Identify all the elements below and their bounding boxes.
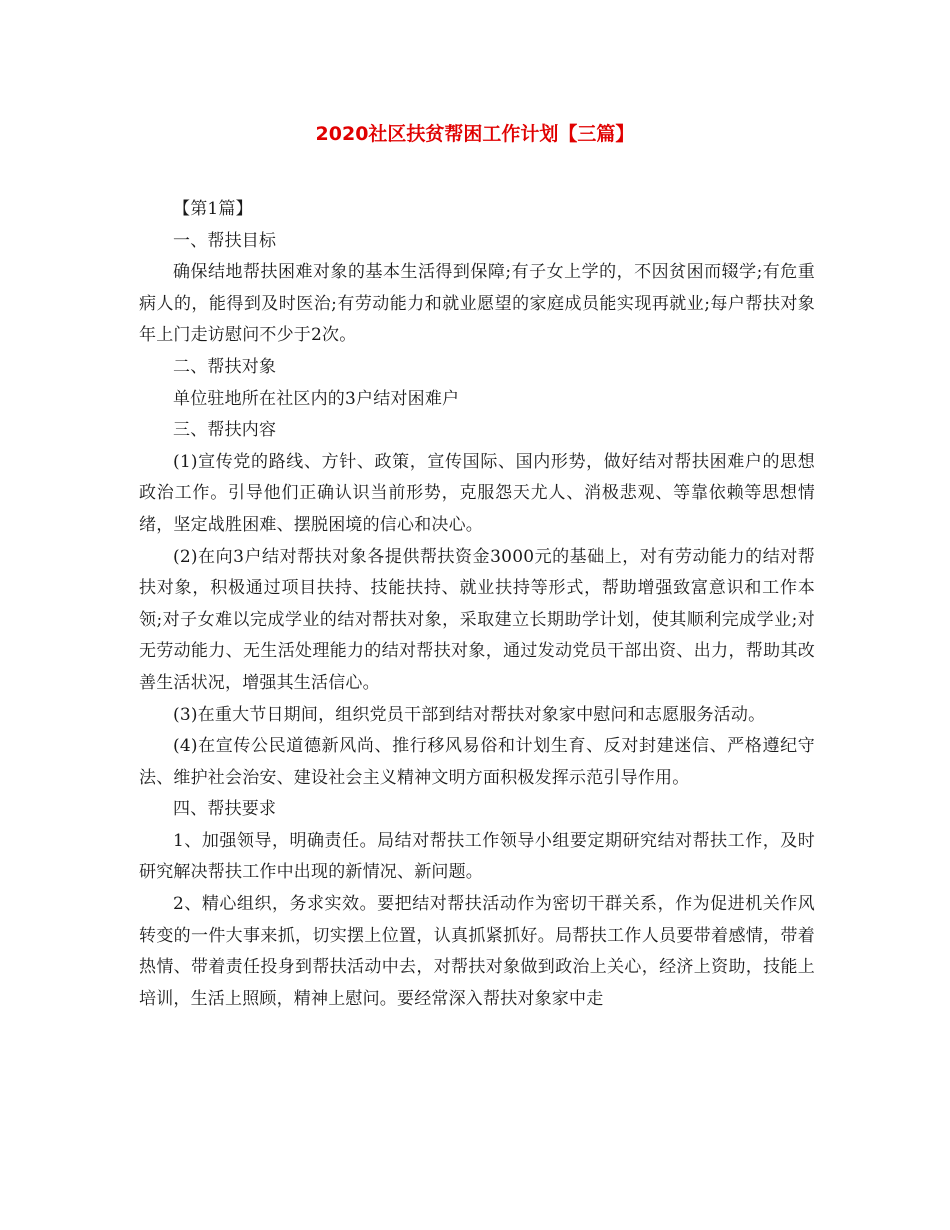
section-heading-content: 三、帮扶内容	[173, 420, 277, 441]
document-body	[139, 194, 815, 1015]
paragraph-part-heading: 【第1篇】	[173, 199, 253, 219]
paragraph-content-3: (3)在重大节日期间，组织党员干部到结对帮扶对象家中慰问和志愿服务活动。	[173, 704, 766, 725]
paragraph-content-4: (4)在宣传公民道德新风尚、推行移风易俗和计划生育、反对封建迷信、严格遵纪守法、维护社会治安、建设社会主义精神文明方面积极发挥示范引导作用。	[139, 736, 815, 788]
paragraph-goals: 确保结地帮扶困难对象的基本生活得到保障;有子女上学的，不因贫困而辍学;有危重病人的，能得到及时医治;有劳动能力和就业愿望的家庭成员能实现再就业;每户帮扶对象年上门走访慰问不少于2次。	[139, 262, 815, 346]
paragraph-requirement-2: 2、精心组织，务求实效。要把结对帮扶活动作为密切干群关系，作为促进机关作风转变的一件大事来抓，切实摆上位置，认真抓紧抓好。局帮扶工作人员要带着感情，带着热情、带着责任投身到帮扶活动中去，对帮扶对象做到政治上关心，经济上资助，技能上培训，生活上照顾，精神上慰问。要经常深入帮扶对象家中走	[139, 894, 815, 1009]
paragraph-targets: 单位驻地所在社区内的3户结对困难户	[173, 388, 460, 409]
section-heading-requirements: 四、帮扶要求	[173, 799, 277, 820]
paragraph-requirement-1: 1、加强领导，明确责任。局结对帮扶工作领导小组要定期研究结对帮扶工作，及时研究解决帮扶工作中出现的新情况、新问题。	[139, 830, 815, 883]
document-title: 2020社区扶贫帮困工作计划【三篇】	[315, 123, 635, 145]
paragraph-content-2: (2)在向3户结对帮扶对象各提供帮扶资金3000元的基础上，对有劳动能力的结对帮扶对象，积极通过项目扶持、技能扶持、就业扶持等形式，帮助增强致富意识和工作本领;对子女难以完成学业的结对帮扶对象，采取建立长期助学计划，使其顺利完成学业;对无劳动能力、无生活处理能力的结对帮扶对象，通过发动党员干部出资、出力，帮助其改善生活状况，增强其生活信心。	[139, 546, 815, 693]
section-heading-goals: 一、帮扶目标	[173, 230, 277, 251]
paragraph-content-1: (1)宣传党的路线、方针、政策，宣传国际、国内形势，做好结对帮扶困难户的思想政治工作。引导他们正确认识当前形势，克服怨天尤人、消极悲观、等靠依赖等思想情绪，坚定战胜困难、摆脱困境的信心和决心。	[139, 451, 815, 535]
section-heading-targets: 二、帮扶对象	[173, 356, 277, 377]
